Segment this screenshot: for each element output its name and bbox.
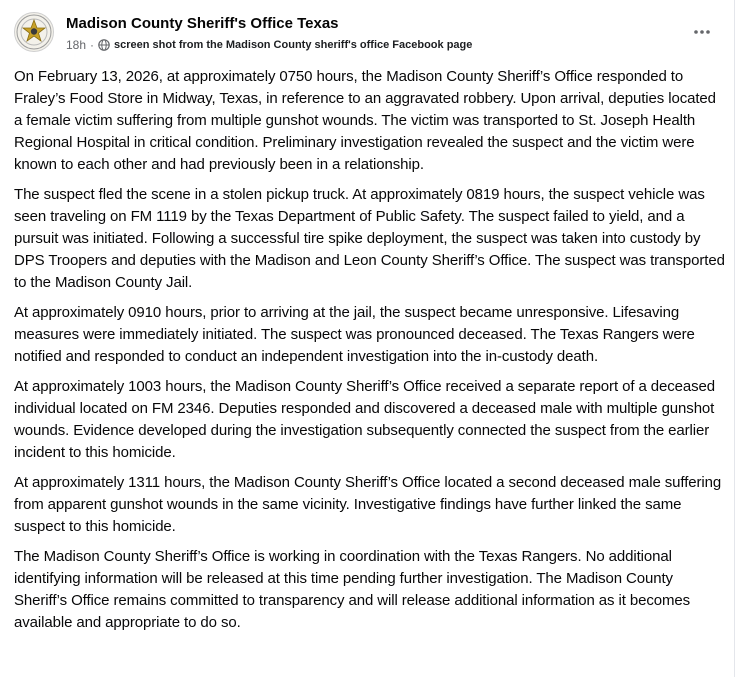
- post-paragraph: The suspect fled the scene in a stolen pickup truck. At approximately 0819 hours, the suspect vehicle was seen traveling on FM 1119 by the Texas Department of Public Safety. The suspect failed to yield, and a pursuit was initiated. Following a successful tire spike deployment, the suspect was taken into custody by DPS Troopers and deputies with the Madison and Leon County Sheriff’s Office. The suspect was transported to the Madison County Jail.: [14, 186, 725, 291]
- post-timestamp[interactable]: 18h: [66, 38, 87, 52]
- sheriff-badge-avatar[interactable]: [14, 12, 54, 52]
- globe-icon[interactable]: [98, 39, 110, 51]
- post-paragraph: On February 13, 2026, at approximately 0750 hours, the Madison County Sheriff’s Office responded to Fraley’s Food Store in Midway, Texas, in reference to an aggravated robbery. Upon arrival, deputies located a female victim suffering from multiple gunshot wounds. The victim was transported to St. Joseph Health Regional Hospital in critical condition. Preliminary investigation revealed the suspect and the victim were known to each other and had previously been in a relationship.: [14, 68, 716, 173]
- screenshot-caption: screen shot from the Madison County sheriff's office Facebook page: [114, 39, 473, 51]
- more-options-button[interactable]: [690, 20, 714, 44]
- post-paragraph: The Madison County Sheriff’s Office is working in coordination with the Texas Rangers. No additional identifying information will be released at this time pending further investigation. The Madison County Sheriff’s Office remains committed to transparency and will release additional information as it becomes available and appropriate to do so.: [14, 548, 691, 631]
- post-body: [14, 66, 726, 642]
- badge-icon: [15, 13, 53, 51]
- ellipsis-icon: [693, 29, 711, 35]
- page-author-name[interactable]: Madison County Sheriff's Office Texas: [66, 15, 339, 32]
- post-paragraph: At approximately 1003 hours, the Madison County Sheriff’s Office received a separate report of a deceased individual located on FM 2346. Deputies responded and discovered a deceased male with multiple gunshot wounds. Evidence developed during the investigation subsequently connected the suspect from the earlier incident to this homicide.: [14, 378, 716, 461]
- post-header: [14, 12, 720, 56]
- post-paragraph: At approximately 0910 hours, prior to arriving at the jail, the suspect became unresponsive. Lifesaving measures were immediately initiated. The suspect was pronounced deceased. The Texas Rangers were notified and responded to conduct an independent investigation into the in-custody death.: [14, 304, 695, 365]
- meta-separator: ·: [90, 38, 95, 52]
- post-meta: [66, 38, 472, 52]
- post-paragraph: At approximately 1311 hours, the Madison County Sheriff’s Office located a second deceased male suffering from apparent gunshot wounds in the same vicinity. Investigative findings have further linked the same suspect to this homicide.: [14, 474, 722, 535]
